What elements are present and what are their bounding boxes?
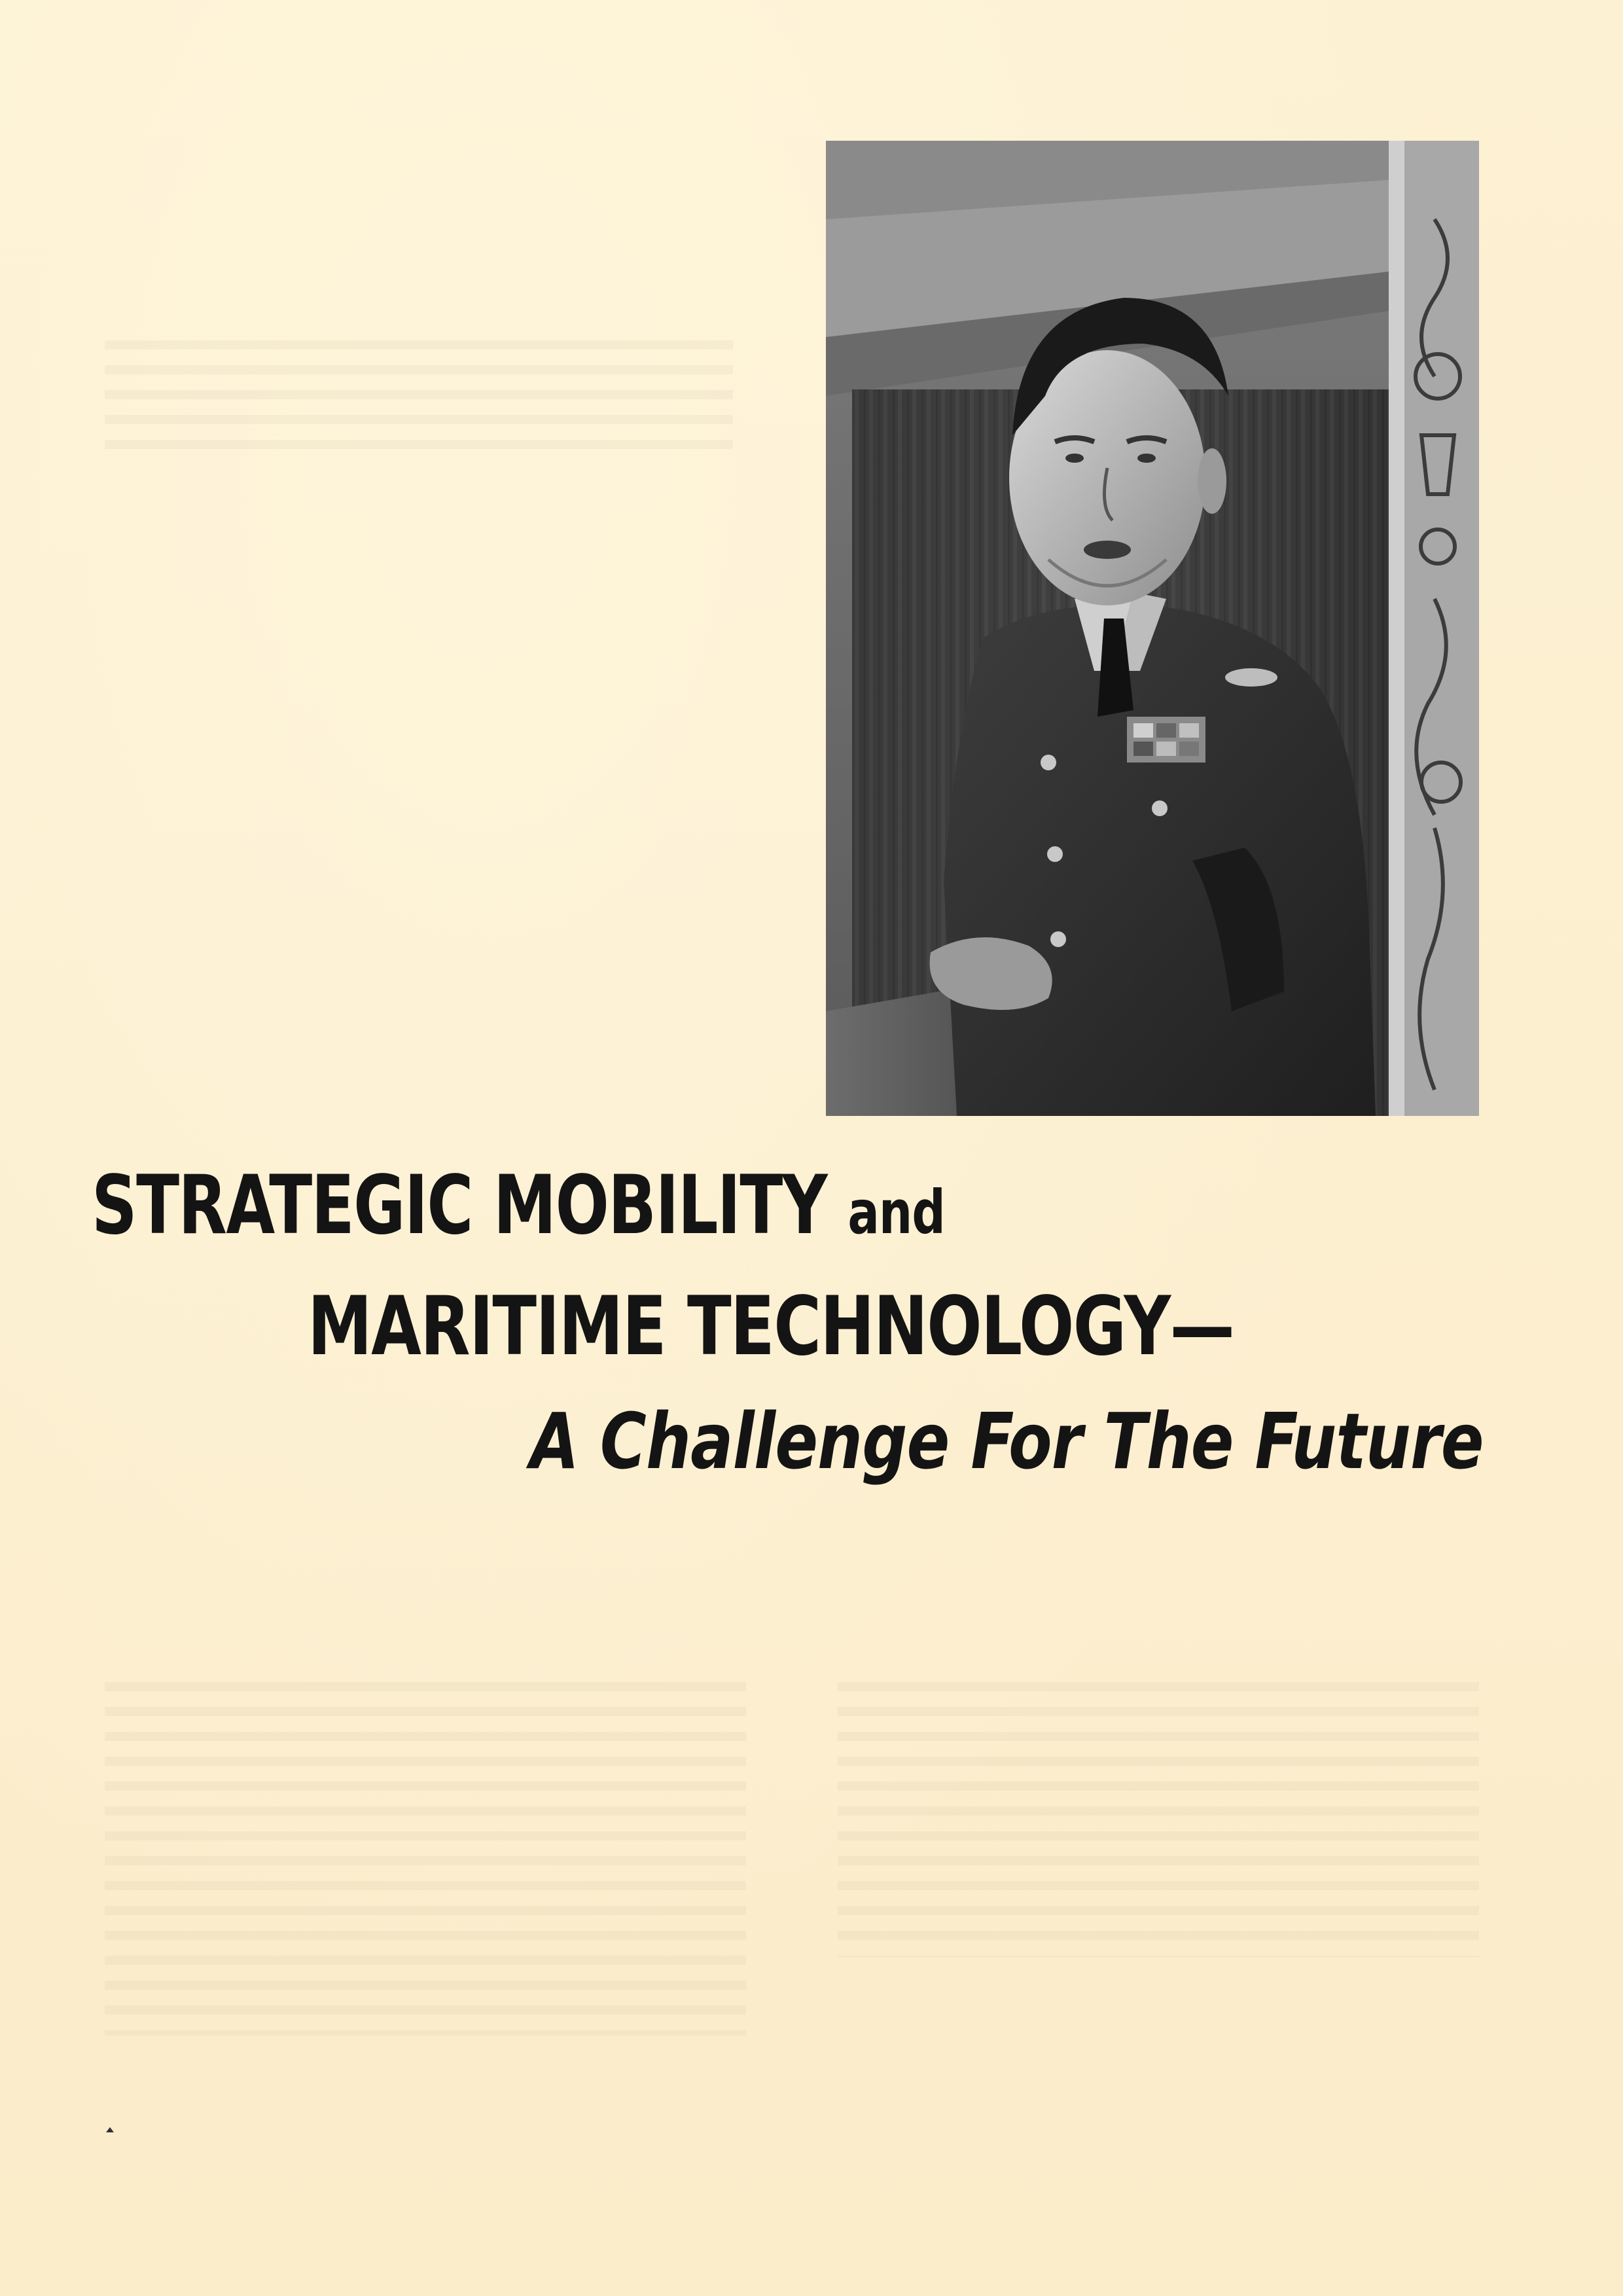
title-and: and — [847, 1177, 945, 1247]
title-line-1 — [92, 1158, 945, 1253]
portrait-photo — [826, 141, 1479, 1116]
subtitle: A Challenge For The Future — [530, 1396, 1484, 1486]
title-line-1-text: STRATEGIC MOBILITY — [92, 1158, 827, 1253]
bleed-through-right-column — [838, 1682, 1479, 1957]
page-mark — [106, 2127, 114, 2132]
bleed-through-top — [105, 340, 733, 465]
title-line-2: MARITIME TECHNOLOGY— — [308, 1280, 1234, 1374]
bleed-through-left-column — [105, 1682, 746, 2036]
portrait-photo-image — [826, 141, 1479, 1116]
